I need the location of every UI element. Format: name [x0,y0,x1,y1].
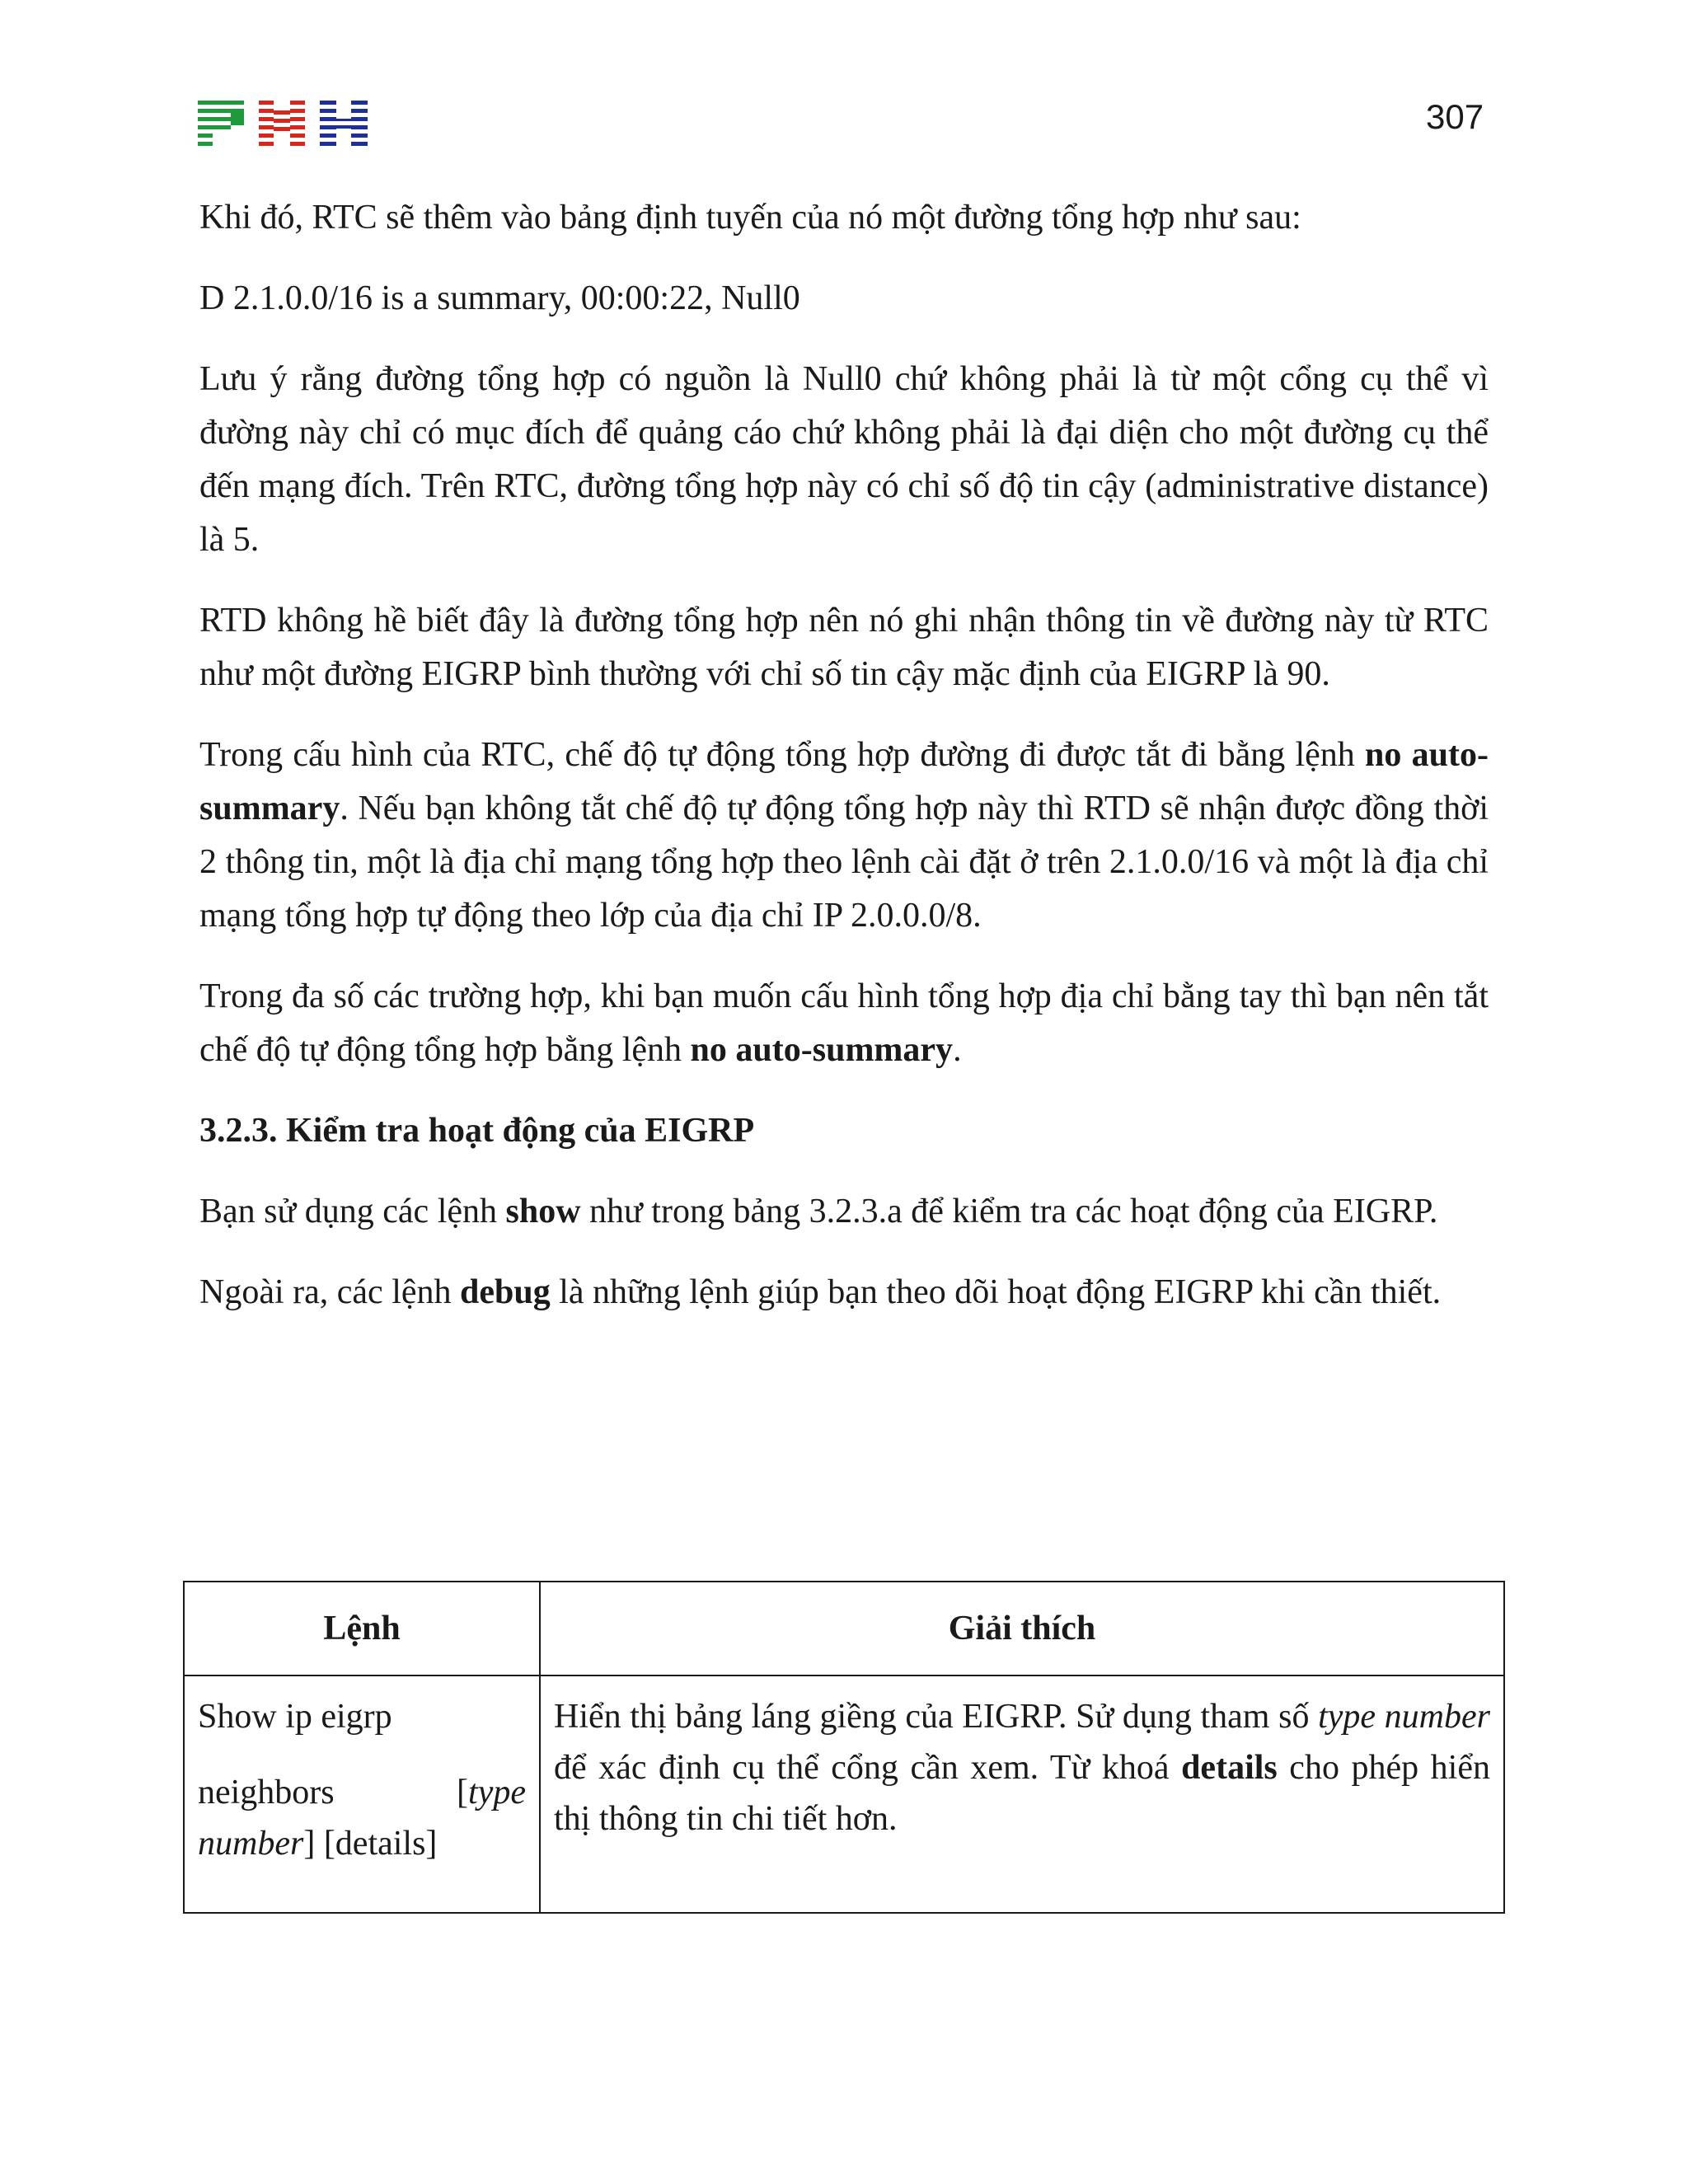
text-run: . Nếu bạn không tắt chế độ tự động tổng hợp này thì RTD sẽ nhận được đồng thời 2 thông tin, một là địa chỉ mạng tổng hợp theo lệnh cài đặt ở trên 2.1.0.0/16 và một là địa chỉ mạng tổng hợp tự động theo lớp của địa chỉ IP 2.0.0.0/8. [199,790,1489,935]
command-args [198,1767,526,1818]
logo-letter-h [320,101,368,147]
text-run: Bạn sử dụng các lệnh [199,1193,506,1230]
pnh-logo [198,101,368,147]
logo-letter-p [198,101,244,146]
command-cell [184,1675,540,1913]
paragraph-debug-commands [199,1266,1489,1319]
paragraph-null0-note: Lưu ý rằng đường tổng hợp có nguồn là Null0 chứ không phải là từ một cổng cụ thể vì đường này chỉ có mục đích để quảng cáo chứ không phải là đại diện cho một đường cụ thể đến mạng đích. Trên RTC, đường tổng hợp này có chỉ số độ tin cậy (administrative distance) là 5. [199,360,1489,559]
command-keyword: debug [460,1273,551,1311]
text-run: Trong đa số các trường hợp, khi bạn muốn cấu hình tổng hợp địa chỉ bằng tay thì bạn nên tắt chế độ tự động tổng hợp bằng lệnh [199,977,1489,1069]
table-row [184,1675,1504,1913]
paragraph-manual-summary [199,970,1489,1077]
section-heading: 3.2.3. Kiểm tra hoạt động của EIGRP [199,1112,755,1150]
command-keyword: show [505,1193,581,1230]
text-run: [ [457,1774,469,1811]
eigrp-command-table [183,1581,1505,1914]
text-run: cho phép hiển thị thông tin chi tiết hơn. [554,1749,1490,1838]
paragraph-rtd-note: RTD không hề biết đây là đường tổng hợp nên nó ghi nhận thông tin về đường này từ RTC như một đường EIGRP bình thường với chỉ số tin cậy mặc định của EIGRP là 90. [199,602,1489,693]
text-run: như trong bảng 3.2.3.a để kiểm tra các hoạt động của EIGRP. [580,1193,1438,1230]
paragraph-show-commands [199,1185,1489,1239]
column-header-description: Giải thích [540,1582,1504,1675]
command-keyword: no auto-summary [690,1031,954,1069]
paragraph-route-entry: D 2.1.0.0/16 is a summary, 00:00:22, Null0 [199,279,800,317]
param-italic: type number [1318,1698,1490,1736]
page-number: 307 [1426,97,1484,136]
paragraph-auto-summary [199,729,1489,943]
param-italic: type [468,1774,526,1811]
paragraph-intro: Khi đó, RTC sẽ thêm vào bảng định tuyến của nó một đường tổng hợp như sau: [199,199,1301,237]
logo-letter-n [259,101,305,147]
param-italic: number [198,1825,304,1863]
text-run: để xác định cụ thể cổng cần xem. Từ khoá [554,1749,1182,1787]
command-text: Show ip eigrp [198,1698,392,1736]
text-run: Hiển thị bảng láng giềng của EIGRP. Sử dụng tham số [554,1698,1319,1736]
text-run: Ngoài ra, các lệnh [199,1273,461,1311]
command-keyword: no auto-summary [199,736,1489,827]
text-run: ] [details] [303,1825,438,1863]
text-run: là những lệnh giúp bạn theo dõi hoạt động EIGRP khi cần thiết. [550,1273,1442,1311]
command-args-cont [198,1825,437,1863]
text-run: Trong cấu hình của RTC, chế độ tự động tổng hợp đường đi được tắt đi bằng lệnh [199,736,1366,774]
page-body [199,191,1489,1347]
keyword-bold: details [1181,1749,1278,1787]
table-header-row [184,1582,1504,1675]
text-run: . [953,1031,962,1069]
column-header-command: Lệnh [184,1582,540,1675]
description-cell [540,1675,1504,1913]
text-run: neighbors [198,1774,335,1811]
